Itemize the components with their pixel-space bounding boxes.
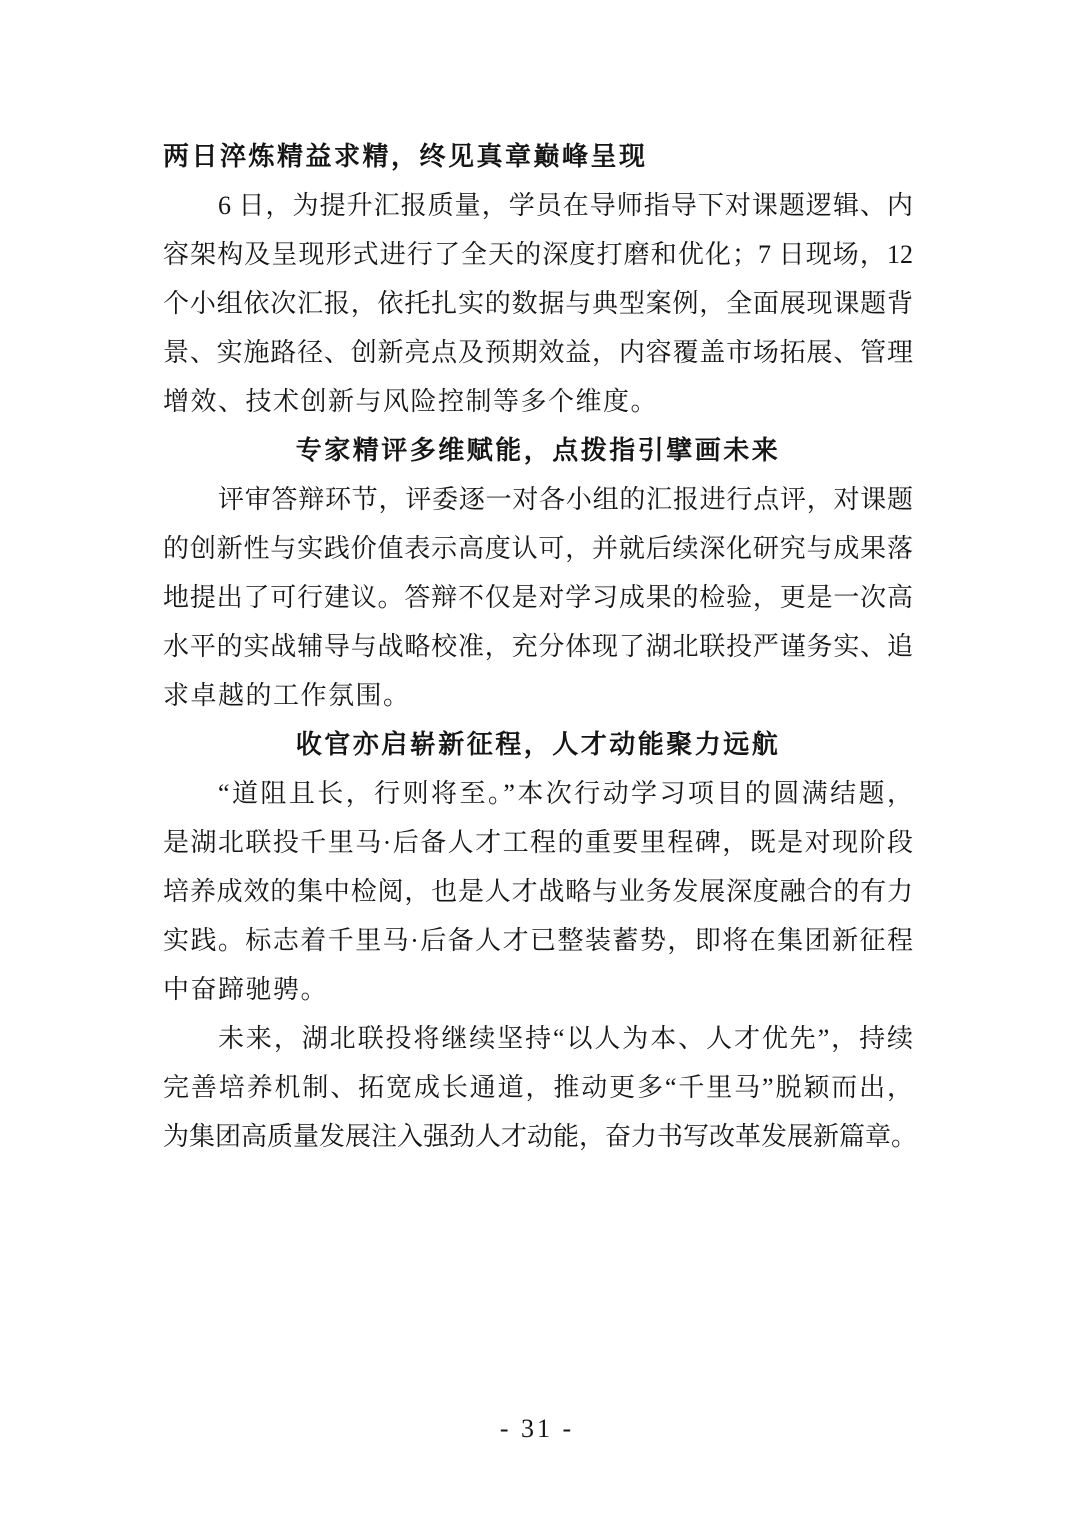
body-text-line: 评审答辩环节，评委逐一对各小组的汇报进行点评，对课题 <box>218 485 913 514</box>
body-text-line: 的创新性与实践价值表示高度认可，并就后续深化研究与成果落 <box>163 534 913 563</box>
section-heading: 收官亦启崭新征程，人才动能聚力远航 <box>295 730 781 759</box>
page-footer <box>0 1404 1074 1453</box>
body-text-line: 个小组依次汇报，依托扎实的数据与典型案例，全面展现课题背 <box>163 289 913 318</box>
body-text-line: “道阻且长，行则将至。”本次行动学习项目的圆满结题， <box>218 779 913 808</box>
section-heading: 专家精评多维赋能，点拨指引擘画未来 <box>295 436 781 465</box>
page-number: - 31 - <box>499 1414 575 1443</box>
body-text-line: 水平的实战辅导与战略校准，充分体现了湖北联投严谨务实、追 <box>163 632 913 661</box>
body-text-line: 培养成效的集中检阅，也是人才战略与业务发展深度融合的有力 <box>163 877 913 906</box>
body-text-line: 是湖北联投千里马·后备人才工程的重要里程碑，既是对现阶段 <box>163 828 913 857</box>
body-text-line: 景、实施路径、创新亮点及预期效益，内容覆盖市场拓展、管理 <box>163 338 913 367</box>
body-text-line: 中奋蹄驰骋。 <box>163 975 329 1004</box>
body-text-line: 地提出了可行建议。答辩不仅是对学习成果的检验，更是一次高 <box>163 583 913 612</box>
body-text-line: 未来，湖北联投将继续坚持“以人为本、人才优先”，持续 <box>218 1024 913 1053</box>
text-column <box>163 132 918 1161</box>
body-text-line: 为集团高质量发展注入强劲人才动能，奋力书写改革发展新篇章。 <box>163 1122 918 1151</box>
body-text-line: 增效、技术创新与风险控制等多个维度。 <box>163 387 659 416</box>
body-text-line: 实践。标志着千里马·后备人才已整装蓄势，即将在集团新征程 <box>163 926 913 955</box>
body-text-line: 容架构及呈现形式进行了全天的深度打磨和优化；7 日现场，12 <box>163 240 913 269</box>
section-heading: 两日淬炼精益求精，终见真章巅峰呈现 <box>163 142 648 171</box>
body-text-line: 6 日，为提升汇报质量，学员在导师指导下对课题逻辑、内 <box>218 191 913 220</box>
body-text-line: 完善培养机制、拓宽成长通道，推动更多“千里马”脱颖而出， <box>163 1073 913 1102</box>
body-text-line: 求卓越的工作氛围。 <box>163 681 411 710</box>
